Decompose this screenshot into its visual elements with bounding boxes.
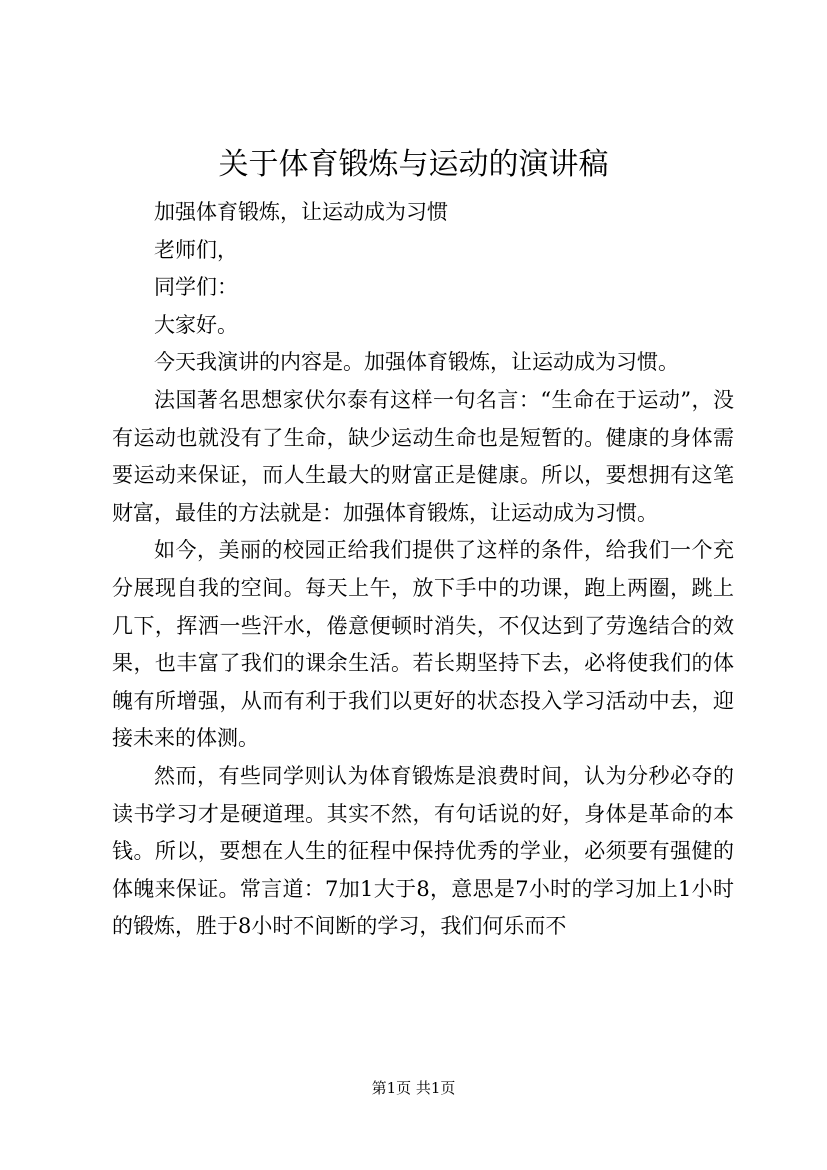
paragraph-greeting-students: 同学们： [154, 275, 238, 300]
paragraph-topic: 今天我演讲的内容是。加强体育锻炼，让运动成为习惯。 [154, 350, 679, 375]
document-title: 关于体育锻炼与运动的演讲稿 [218, 147, 609, 182]
page-footer: 第1页 共1页 [371, 1079, 456, 1097]
paragraph-campus: 如今，美丽的校园正给我们提供了这样的条件，给我们一个充分展现自我的空间。每天上午，放下手中的功课，跑上两圈，跳上几下，挥洒一些汗水，倦意便顿时消失，不仅达到了劳逸结合的效果，也丰富了我们的课余生活。若长期坚持下去，必将使我们的体魄有所增强，从而有利于我们以更好的状态投入学习活动中去，迎接未来的体测。 [112, 538, 734, 751]
paragraph-however: 然而，有些同学则认为体育锻炼是浪费时间，认为分秒必夺的读书学习才是硬道理。其实不然，有句话说的好，身体是革命的本钱。所以，要想在人生的征程中保持优秀的学业，必须要有强健的体魄来保证。常言道：7加1大于8，意思是7小时的学习加上1小时的锻炼，胜于8小时不间断的学习，我们何乐而不 [112, 763, 734, 939]
paragraph-subtitle: 加强体育锻炼，让运动成为习惯 [154, 200, 448, 224]
document-body [112, 194, 734, 946]
paragraph-greeting-teachers: 老师们， [154, 237, 238, 262]
paragraph-hello: 大家好。 [154, 312, 238, 337]
paragraph-voltaire: 法国著名思想家伏尔泰有这样一句名言：“生命在于运动”，没有运动也就没有了生命，缺少运动生命也是短暂的。健康的身体需要运动来保证，而人生最大的财富正是健康。所以，要想拥有这笔财富，最佳的方法就是：加强体育锻炼，让运动成为习惯。 [112, 387, 734, 525]
